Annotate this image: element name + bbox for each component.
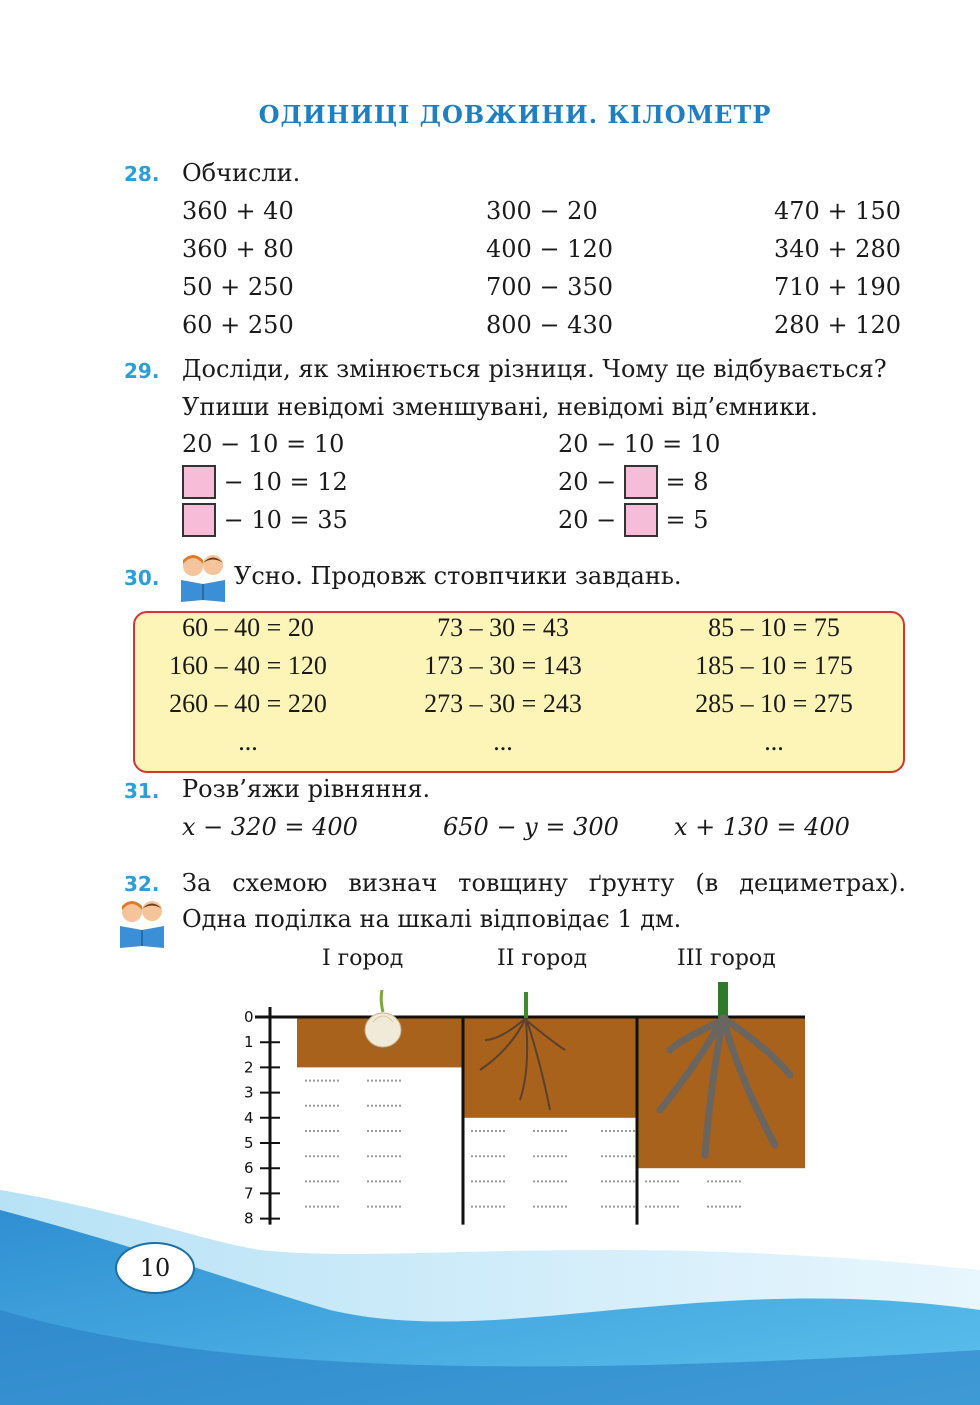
soil-diagram: [230, 980, 820, 1230]
ex28-expression: 360 + 40: [182, 197, 294, 225]
scale-label: 0: [244, 1008, 254, 1026]
scale-label: 2: [244, 1058, 254, 1077]
chain-equation: 73 – 30 = 43: [437, 613, 569, 642]
chain-equation: 173 – 30 = 143: [424, 651, 582, 680]
chain-equation: 185 – 10 = 175: [695, 651, 853, 680]
equation: 20 − 10 = 10: [182, 430, 345, 458]
ellipsis: ...: [764, 727, 784, 756]
scale-label: 6: [244, 1159, 254, 1178]
equation: [558, 501, 709, 539]
ex30-column-2: [403, 613, 603, 765]
equation-rest: = 8: [657, 468, 709, 496]
ex28-expression: 360 + 80: [182, 235, 294, 263]
ex28-column-3: [774, 192, 901, 344]
equation-start: 20 −: [558, 506, 624, 534]
chain-equation: 60 – 40 = 20: [182, 613, 314, 642]
exercise-number: 28.: [124, 162, 160, 186]
ex28-expression: 710 + 190: [774, 273, 901, 301]
ex30-column-3: [674, 613, 874, 765]
chain-equation: 260 – 40 = 220: [169, 689, 327, 718]
page-number: 10: [115, 1242, 195, 1294]
equation: [182, 463, 348, 501]
ex28-expression: 400 − 120: [486, 235, 613, 263]
soil-layer: [463, 1017, 637, 1118]
exercise-number: 32.: [124, 872, 160, 896]
equation: 650 − y = 300: [443, 813, 619, 841]
ex28-expression: 340 + 280: [774, 235, 901, 263]
ex28-expression: 470 + 150: [774, 197, 901, 225]
garlic-bulb-icon: [365, 990, 401, 1051]
chain-equation: 160 – 40 = 120: [169, 651, 327, 680]
equation: [558, 463, 709, 501]
equation-rest: = 5: [657, 506, 709, 534]
scale-label: 3: [244, 1083, 254, 1102]
ex28-column-2: [486, 192, 613, 344]
equation: [182, 501, 348, 539]
answer-box[interactable]: [624, 465, 658, 499]
answer-box[interactable]: [182, 503, 216, 537]
chain-equation: 85 – 10 = 75: [708, 613, 840, 642]
ellipsis: ...: [238, 727, 258, 756]
exercise-prompt: Розв’яжи рівняння.: [182, 775, 431, 803]
exercise-number: 31.: [124, 779, 160, 803]
kids-reading-icon: [175, 552, 231, 602]
ex28-column-1: [182, 192, 294, 344]
ex28-expression: 300 − 20: [486, 197, 598, 225]
ex30-column-1: [148, 613, 348, 765]
garden-label: II город: [497, 946, 588, 971]
page-title: ОДИНИЦІ ДОВЖИНИ. КІЛОМЕТР: [258, 100, 772, 129]
scale-label: 5: [244, 1134, 254, 1152]
exercise-prompt: Одна поділка на шкалі відповідає 1 дм.: [182, 905, 682, 933]
ex28-expression: 60 + 250: [182, 311, 294, 339]
ex28-expression: 700 − 350: [486, 273, 613, 301]
garden-label: III город: [677, 946, 776, 971]
exercise-prompt: Усно. Продовж стовпчики завдань.: [234, 562, 682, 590]
equation: x + 130 = 400: [674, 813, 850, 841]
ellipsis: ...: [493, 727, 513, 756]
chain-equation: 285 – 10 = 275: [695, 689, 853, 718]
garden-label: I город: [322, 946, 404, 971]
ex28-expression: 50 + 250: [182, 273, 294, 301]
equation-rest: − 10 = 35: [216, 506, 348, 534]
answer-box[interactable]: [182, 465, 216, 499]
scale-label: 1: [244, 1033, 254, 1052]
exercise-prompt: Обчисли.: [182, 159, 301, 187]
scale-label: 8: [244, 1209, 254, 1228]
scale-label: 7: [244, 1184, 254, 1203]
answer-box[interactable]: [624, 503, 658, 537]
exercise-prompt: Досліди, як змінюється різниця. Чому це відбувається?: [182, 355, 887, 383]
scale-label: 4: [244, 1108, 254, 1127]
equation-start: 20 −: [558, 468, 624, 496]
kids-reading-icon: [114, 898, 170, 948]
ex28-expression: 800 − 430: [486, 311, 613, 339]
equation: 20 − 10 = 10: [558, 430, 721, 458]
exercise-number: 29.: [124, 359, 160, 383]
equation-rest: − 10 = 12: [216, 468, 348, 496]
exercise-number: 30.: [124, 566, 160, 590]
exercise-prompt: За схемою визнач товщину ґрунту (в дециметрах).: [182, 869, 906, 897]
exercise-prompt: Упиши невідомі зменшувані, невідомі від’ємники.: [182, 393, 818, 421]
ex28-expression: 280 + 120: [774, 311, 901, 339]
equation: x − 320 = 400: [182, 813, 358, 841]
chain-equation: 273 – 30 = 243: [424, 689, 582, 718]
